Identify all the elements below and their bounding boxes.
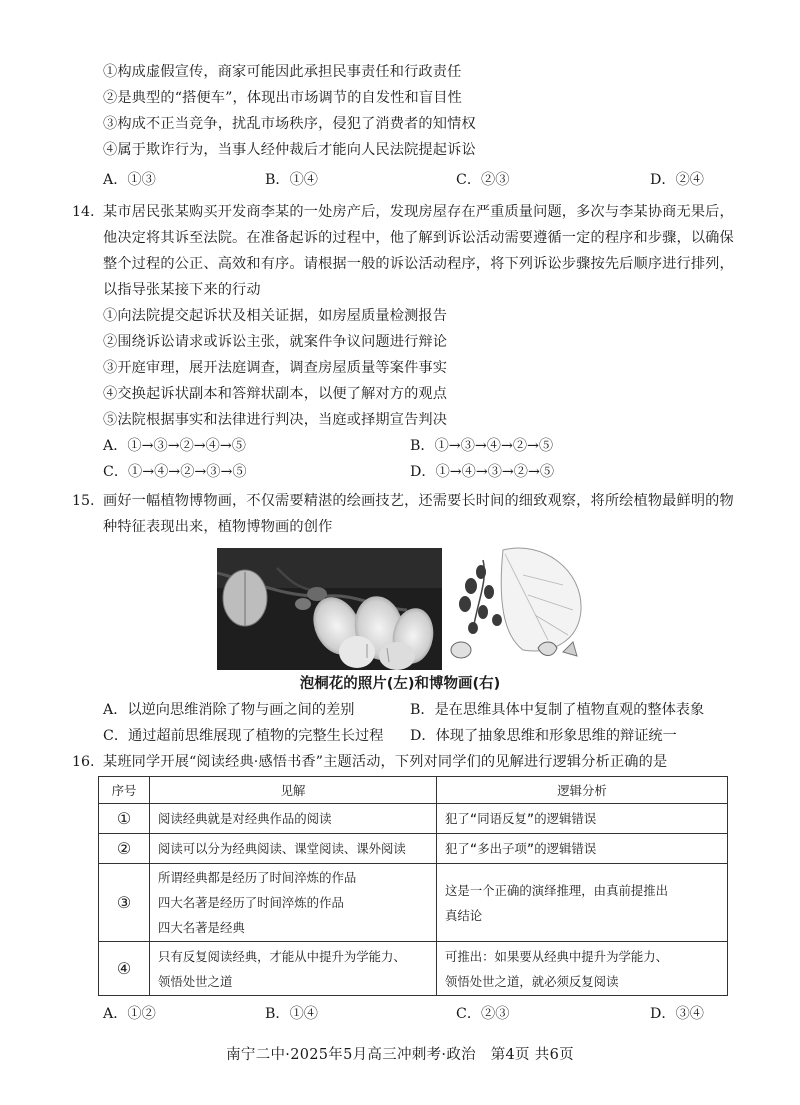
figure-caption: 泡桐花的照片(左)和博物画(右) [299, 676, 501, 692]
q16-option-b: B．①④ [265, 1006, 318, 1022]
q13-option-c: C．②③ [456, 172, 510, 188]
header-analysis: 逻辑分析 [437, 777, 728, 804]
row-analysis-line: 这是一个正确的演绎推理，由真前提推出 [445, 882, 669, 898]
q14-option-b: B．①→③→④→②→⑤ [410, 438, 554, 454]
q14-statement-5: ⑤法院根据事实和法律进行判决，当庭或择期宣告判决 [103, 412, 448, 428]
q14-option-a: A．①→③→②→④→⑤ [103, 438, 246, 454]
q14-stem-line-2: 他决定将其诉至法院。在准备起诉的过程中，他了解到诉讼活动需要遵循一定的程序和步骤，以确保 [103, 230, 734, 246]
row-analysis-line: 领悟处世之道，就必须反复阅读 [445, 973, 619, 989]
row-number: ③ [99, 864, 150, 942]
q14-statement-2: ②围绕诉讼请求或诉讼主张，就案件争议问题进行辩论 [103, 334, 448, 350]
q15-number: 15. [72, 493, 95, 509]
q14-option-d: D．①→④→③→②→⑤ [410, 464, 555, 480]
row-analysis: 犯了“同语反复”的逻辑错误 [445, 811, 597, 826]
q15-stem-line-1: 画好一幅植物博物画，不仅需要精湛的绘画技艺，还需要长时间的细致观察，将所绘植物最鲜明的物 [103, 493, 734, 509]
q14-option-c: C．①→④→②→③→⑤ [103, 464, 247, 480]
header-number: 序号 [99, 777, 150, 804]
paulownia-botanical-drawing [443, 540, 585, 672]
page-footer: 南宁二中·2025年5月高三冲刺考·政治 第4页 共6页 [226, 1047, 574, 1063]
q16-stem: 某班同学开展“阅读经典·感悟书香”主题活动，下列对同学们的见解进行逻辑分析正确的是 [103, 754, 668, 770]
q15-stem-line-2: 种特征表现出来，植物博物画的创作 [103, 519, 333, 535]
row-view: 阅读经典就是对经典作品的阅读 [158, 811, 332, 826]
row-number: ② [99, 834, 150, 864]
logic-analysis-table [98, 776, 728, 996]
row-view-line: 领悟处世之道 [158, 973, 233, 989]
row-number: ④ [99, 942, 150, 996]
row-view-line: 四大名著是经典 [158, 920, 245, 935]
q16-option-d: D．③④ [650, 1006, 704, 1022]
q15-option-a: A．以逆向思维消除了物与画之间的差别 [103, 702, 355, 718]
q14-stem-line-4: 以指导张某接下来的行动 [103, 282, 261, 298]
row-analysis-line: 可推出：如果要从经典中提升为学能力、 [445, 948, 669, 964]
q13-statement-1: ①构成虚假宣传，商家可能因此承担民事责任和行政责任 [103, 64, 462, 80]
q15-option-c: C．通过超前思维展现了植物的完整生长过程 [103, 728, 384, 744]
q13-option-a: A．①③ [103, 172, 156, 188]
row-number: ① [99, 804, 150, 834]
table-row [99, 942, 728, 996]
table-row [99, 834, 728, 864]
q15-option-d: D．体现了抽象思维和形象思维的辩证统一 [410, 728, 677, 744]
row-view-line: 四大名著是经历了时间淬炼的作品 [158, 895, 344, 910]
q13-option-d: D．②④ [650, 172, 704, 188]
q13-statement-4: ④属于欺诈行为，当事人经仲裁后才能向人民法院提起诉讼 [103, 142, 476, 158]
q16-number: 16. [72, 754, 95, 770]
row-analysis: 犯了“多出子项”的逻辑错误 [445, 841, 597, 856]
q13-statement-3: ③构成不正当竞争，扰乱市场秩序，侵犯了消费者的知情权 [103, 116, 476, 132]
q13-option-b: B．①④ [265, 172, 318, 188]
row-view-line: 所谓经典都是经历了时间淬炼的作品 [158, 870, 357, 885]
row-analysis-line: 真结论 [445, 907, 483, 923]
q15-option-b: B．是在思维具体中复制了植物直观的整体表象 [410, 702, 705, 718]
paulownia-photo [217, 548, 442, 670]
q14-number: 14. [72, 204, 95, 220]
row-view: 阅读可以分为经典阅读、课堂阅读、课外阅读 [158, 841, 406, 856]
q14-stem-line-1: 某市居民张某购买开发商李某的一处房产后，发现房屋存在严重质量问题，多次与李某协商无果后， [103, 204, 734, 220]
q13-statement-2: ②是典型的“搭便车”，体现出市场调节的自发性和盲目性 [103, 90, 462, 106]
table-header-row [99, 777, 728, 804]
q16-option-a: A．①② [103, 1006, 156, 1022]
q14-statement-3: ③开庭审理，展开法庭调查，调查房屋质量等案件事实 [103, 360, 448, 376]
table-row [99, 804, 728, 834]
q14-statement-1: ①向法院提交起诉状及相关证据，如房屋质量检测报告 [103, 308, 448, 324]
row-view-line: 只有反复阅读经典，才能从中提升为学能力、 [158, 948, 406, 964]
header-view: 见解 [150, 777, 437, 804]
table-row [99, 864, 728, 942]
q14-stem-line-3: 整个过程的公正、高效和有序。请根据一般的诉讼活动程序，将下列诉讼步骤按先后顺序进行排列， [103, 256, 734, 272]
q14-statement-4: ④交换起诉状副本和答辩状副本，以便了解对方的观点 [103, 386, 448, 402]
q16-option-c: C．②③ [456, 1006, 510, 1022]
